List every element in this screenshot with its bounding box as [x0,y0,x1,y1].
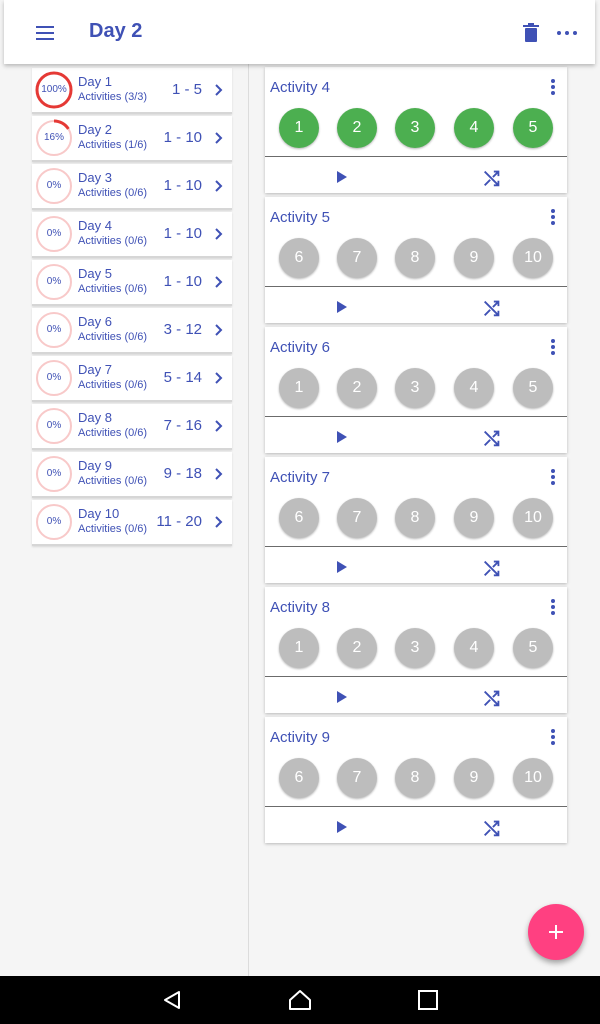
progress-percent: 0% [46,420,62,431]
number-bubble[interactable]: 7 [337,758,377,798]
add-button[interactable] [528,904,584,960]
day-title: Day 3 [78,170,112,185]
back-triangle-icon[interactable] [160,988,184,1012]
day-list-item[interactable] [32,260,232,306]
day-list-item[interactable] [32,116,232,162]
day-title: Day 2 [78,122,112,137]
page-title: Day 2 [89,20,143,42]
activity-card [265,327,567,453]
number-bubble[interactable]: 10 [513,238,553,278]
progress-percent: 0% [46,228,62,239]
progress-percent: 16% [43,132,64,143]
number-bubble[interactable]: 4 [454,628,494,668]
day-title: Day 6 [78,314,112,329]
day-title: Day 5 [78,266,112,281]
day-range: 1 - 10 [163,273,202,290]
play-icon[interactable] [331,167,351,187]
day-activities-count: Activities (0/6) [78,187,148,199]
card-divider [265,286,567,287]
day-activities-count: Activities (0/6) [78,475,148,487]
progress-percent: 0% [46,372,62,383]
progress-percent: 0% [46,468,62,479]
plus-icon [546,922,566,942]
day-range: 1 - 5 [171,81,202,98]
activity-title: Activity 9 [270,729,331,746]
activity-card [265,67,567,193]
day-list-item[interactable] [32,68,232,114]
number-bubble[interactable]: 1 [279,368,319,408]
more-vertical-icon[interactable] [537,725,561,749]
number-bubble[interactable]: 7 [337,498,377,538]
app-bar [4,0,595,64]
number-bubble[interactable]: 10 [513,498,553,538]
day-title: Day 8 [78,410,112,425]
number-bubble[interactable]: 2 [337,108,377,148]
progress-percent: 0% [46,516,62,527]
day-range: 5 - 14 [163,369,202,386]
day-list-item[interactable] [32,500,232,546]
day-range: 9 - 18 [163,465,202,482]
number-bubble[interactable]: 5 [513,108,553,148]
shuffle-icon[interactable] [481,167,503,189]
number-bubble[interactable]: 6 [279,238,319,278]
day-activities-count: Activities (0/6) [78,427,148,439]
number-bubble[interactable]: 8 [395,238,435,278]
day-range: 7 - 16 [163,417,202,434]
number-bubbles [279,758,553,798]
play-icon[interactable] [331,817,351,837]
day-activities-count: Activities (3/3) [78,91,148,103]
day-activities-count: Activities (0/6) [78,523,148,535]
more-horizontal-icon[interactable] [552,18,582,48]
number-bubbles [279,368,553,408]
day-list-item[interactable] [32,212,232,258]
activity-title: Activity 8 [270,599,331,616]
more-vertical-icon[interactable] [537,335,561,359]
card-divider [265,546,567,547]
day-activities-count: Activities (0/6) [78,283,148,295]
shuffle-icon[interactable] [481,297,503,319]
play-icon[interactable] [331,687,351,707]
more-vertical-icon[interactable] [537,465,561,489]
day-title: Day 4 [78,218,112,233]
chevron-right-icon [212,466,226,482]
number-bubble[interactable]: 1 [279,108,319,148]
number-bubble[interactable]: 8 [395,758,435,798]
number-bubble[interactable]: 5 [513,628,553,668]
day-range: 3 - 12 [163,321,202,338]
activity-title: Activity 5 [270,209,331,226]
chevron-right-icon [212,418,226,434]
day-title: Day 1 [78,74,112,89]
number-bubbles [279,628,553,668]
activity-list [249,64,600,976]
number-bubbles [279,238,553,278]
shuffle-icon[interactable] [481,427,503,449]
card-divider [265,416,567,417]
progress-percent: 0% [46,180,62,191]
day-activities-count: Activities (0/6) [78,235,148,247]
card-divider [265,676,567,677]
number-bubble[interactable]: 9 [454,758,494,798]
day-list-item[interactable] [32,452,232,498]
chevron-right-icon [212,274,226,290]
number-bubble[interactable]: 3 [395,108,435,148]
card-divider [265,806,567,807]
chevron-right-icon [212,226,226,242]
number-bubble[interactable]: 4 [454,108,494,148]
day-list-item[interactable] [32,404,232,450]
activity-card [265,717,567,843]
number-bubble[interactable]: 6 [279,758,319,798]
number-bubbles [279,498,553,538]
chevron-right-icon [212,178,226,194]
chevron-right-icon [212,370,226,386]
activity-card [265,587,567,713]
number-bubble[interactable]: 8 [395,498,435,538]
play-icon[interactable] [331,427,351,447]
more-vertical-icon[interactable] [537,205,561,229]
number-bubble[interactable]: 5 [513,368,553,408]
day-list-item[interactable] [32,308,232,354]
play-icon[interactable] [331,297,351,317]
day-activities-count: Activities (1/6) [78,139,148,151]
day-title: Day 9 [78,458,112,473]
shuffle-icon[interactable] [481,687,503,709]
more-vertical-icon[interactable] [537,595,561,619]
number-bubble[interactable]: 9 [454,238,494,278]
number-bubble[interactable]: 3 [395,368,435,408]
activity-title: Activity 4 [270,79,331,96]
home-icon[interactable] [288,988,312,1012]
day-title: Day 10 [78,506,120,521]
activity-title: Activity 6 [270,339,331,356]
day-activities-count: Activities (0/6) [78,331,148,343]
activity-card [265,197,567,323]
chevron-right-icon [212,130,226,146]
number-bubble[interactable]: 7 [337,238,377,278]
chevron-right-icon [212,322,226,338]
day-activities-count: Activities (0/6) [78,379,148,391]
progress-percent: 0% [46,276,62,287]
day-range: 1 - 10 [163,177,202,194]
shuffle-icon[interactable] [481,557,503,579]
recents-square-icon[interactable] [416,988,440,1012]
system-nav-bar [0,976,600,1024]
number-bubble[interactable]: 3 [395,628,435,668]
day-list-item[interactable] [32,164,232,210]
number-bubble[interactable]: 4 [454,368,494,408]
more-vertical-icon[interactable] [537,75,561,99]
play-icon[interactable] [331,557,351,577]
activity-card [265,457,567,583]
day-list-item[interactable] [32,356,232,402]
progress-percent: 100% [41,84,67,95]
menu-icon[interactable] [28,20,62,46]
day-list [0,64,249,976]
chevron-right-icon [212,82,226,98]
number-bubble[interactable]: 2 [337,368,377,408]
day-title: Day 7 [78,362,112,377]
number-bubbles [279,108,553,148]
number-bubble[interactable]: 1 [279,628,319,668]
number-bubble[interactable]: 10 [513,758,553,798]
card-divider [265,156,567,157]
progress-percent: 0% [46,324,62,335]
activity-title: Activity 7 [270,469,331,486]
number-bubble[interactable]: 9 [454,498,494,538]
trash-icon[interactable] [516,18,546,48]
shuffle-icon[interactable] [481,817,503,839]
chevron-right-icon [212,514,226,530]
day-range: 1 - 10 [163,225,202,242]
day-range: 11 - 20 [156,513,202,530]
number-bubble[interactable]: 2 [337,628,377,668]
number-bubble[interactable]: 6 [279,498,319,538]
day-range: 1 - 10 [163,129,202,146]
